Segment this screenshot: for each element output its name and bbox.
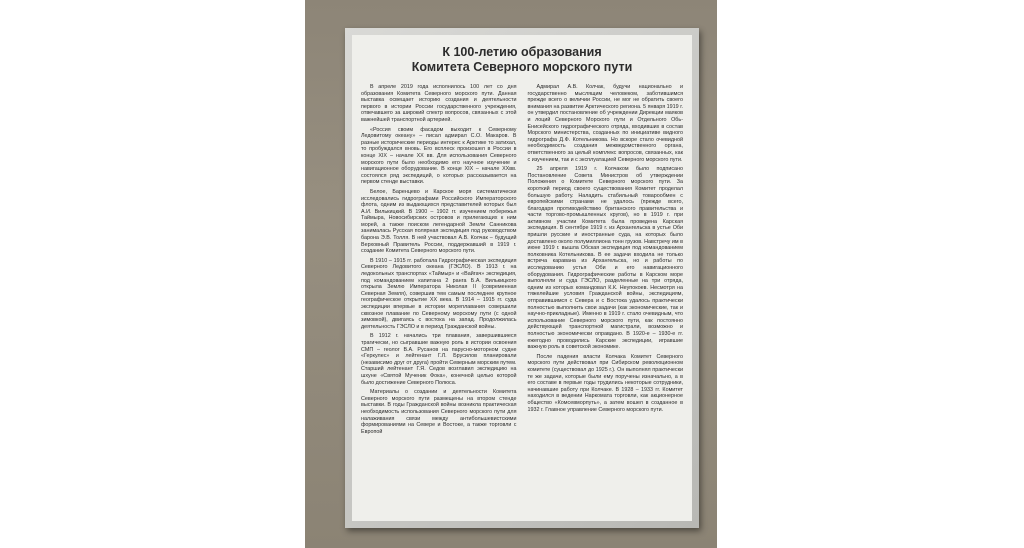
left-column [361, 84, 517, 438]
right-paragraph: После падения власти Колчака Комитет Северного морского пути действовал при Сибирском революционном комитете (существовал до 1925 г.). Он выполнял практически те же задачи, которые были ему поручены изначально, а в его составе в первые годы трудились некоторые сотрудники, начинавшие работу при Колчаке. В 1928 – 1933 гг. Комитет находился в ведении Наркомата торговли, как акционерное общество «Комсевморпуть», а затем вошел в созданное в 1932 г. Главное управление Северного морского пути. [527, 353, 683, 413]
left-paragraph: Белое, Баренцево и Карское моря систематически исследовались гидрографами Российского Императорского флота, одним из выдающихся представителей которых был А.И. Вилькицкий. В 1900 – 1902 гг. изучением побережья Таймыра, Новосибирских островов и прилегающих к ним морей, а также поиском легендарной Земли Санникова занималась Русская полярная экспедиция под руководством барона Э.В. Толля. В ней участвовал А.В. Колчак – будущий Верховный Правитель России, поддержавший в 1919 г. создание Комитета Северного морского пути. [361, 188, 517, 255]
poster-photo [305, 0, 717, 548]
poster-frame [345, 28, 699, 528]
left-paragraph: В 1910 – 1915 гг. работала Гидрографическая экспедиция Северного Ледовитого океана (ГЭСЛО). В 1913 г. на ледокольных транспортах «Таймыр» и «Вайгач» экспедиция, под командованием капитана 2 ранга Б.А. Вилькицкого открыла Землю Императора Николая II (современная Северная Земля), совершив тем самым последнее крупное географическое открытие XX века. В 1914 – 1915 гг. суда экспедиции впервые в истории мореплавания совершили сквозное плавание по Северному морскому пути (с одной зимовкой), двигаясь с востока на запад. Продолжилась деятельность ГЭСЛО и в период Гражданской войны. [361, 257, 517, 330]
right-paragraph: Адмирал А.В. Колчак, будучи национально и государственно мыслящим человеком, заботившимся прежде всего о величии России, не мог не обратить своего внимания на развитие Арктического региона. 5 января 1919 г. он утвердил постановление об учреждении Дирекции маяков и лоций Северного Морского пути и Отдельного Обь-Енисейского гидрографического отряда, входивших в состав Морского министерства, созданных по инициативе видного гидрографа Д.Ф. Котельникова. Но вскоре стало очевидной необходимость создания межведомственного органа, ответственного за целый комплекс вопросов, связанных, как с изучением, так и с эксплуатацией Северного морского пути. [527, 84, 683, 163]
left-paragraph: Материалы о создании и деятельности Комитета Северного морского пути размещены на втором стенде выставки. В годы Гражданской войны возникла практическая необходимость использования Северного морского пути для налаживания связи между антибольшевистскими формированиями на Севере и Востоке, а также торговли с Европой [361, 389, 517, 435]
left-paragraph: В 1912 г. начались три плавания, завершившиеся трагически, но сыгравшие важную роль в истории освоения СМП – геолог В.А. Русанов на парусно-моторном судне «Геркулес» и лейтенант Г.Л. Брусилов планировали (независимо друг от друга) пройти Северным морским путем. Старший лейтенант Г.Я. Седов возглавил экспедицию на шхуне «Святой Мученик Фока», конечной целью которой было достижение Северного Полюса. [361, 333, 517, 386]
text-columns [361, 84, 683, 438]
title-line-2: Комитета Северного морского пути [411, 60, 633, 74]
right-paragraph: 25 апреля 1919 г. Колчаком было подписано Постановление Совета Министров об утверждении Положения о Комитете Северного морского пути. За короткий период своего существования Комитет проделал большую работу. Наладить стабильный товарообмен с европейскими странами не удалось (прежде всего, благодаря противодействию британского правительства и части торгово-промышленных кругов), но в 1919 г. при активном участии Комитета была проведена Карская экспедиция. В сентябре 1919 г. из Архангельска в устье Оби пришли русские и иностранные суда, на которых было доставлено около полумиллиона тонн грузов. Навстречу им в июне 1919 г. вышла Обская экспедиция под командованием полковника Котельникова. В ее задачи входила не только встреча каравана из Архангельска, но и работы по исследованию устья Оби и его навигационного оборудования. Гидрографические работы в Карском море выполняли и суда ГЭСЛО, разделенные на три отряда, одним из которых командовал К.К. Неупокоев. Несмотря на тяжелейшие условия Гражданской войны, экспедициям, отправившимся с Севера и с Востока удалось практически полностью выполнить свои задачи (как экономические, так и научно-прикладные). Именно в 1919 г. стало очевидным, что использование Северного морского пути, как постоянно действующей транспортной магистрали, возможно и полностью экономически оправдано. В 1920-е – 1930-е гг. ежегодно проводились Карские экспедиции, игравшие важную роль в советской экономике. [527, 166, 683, 351]
title-line-1: К 100-летию образования [442, 45, 602, 59]
left-paragraph: «Россия своим фасадом выходит к Северному Ледовитому океану» – писал адмирал С.О. Макаров. В разные исторические периоды интерес к Арктике то затихал, то пробуждался вновь. Его всплеск произошел в России в конце XIX – начале XX вв. Для использования Северного морского пути было необходимо его научное изучение и навигационное оборудование. В конце XIX – начале XXвв. состоялся ряд экспедиций, о которых рассказывается на первом стенде выставки. [361, 126, 517, 186]
poster-sheet [352, 35, 692, 521]
poster-title [361, 45, 683, 75]
right-column [528, 84, 684, 438]
left-paragraph: В апреле 2019 года исполнилось 100 лет со дня образования Комитета Северного морского пути. Данная выставка освещает историю создания и деятельности первого в истории России государственного учреждения, отвечавшего за широкий спектр вопросов, связанных с этой важнейшей транспортной артерией. [361, 84, 517, 123]
